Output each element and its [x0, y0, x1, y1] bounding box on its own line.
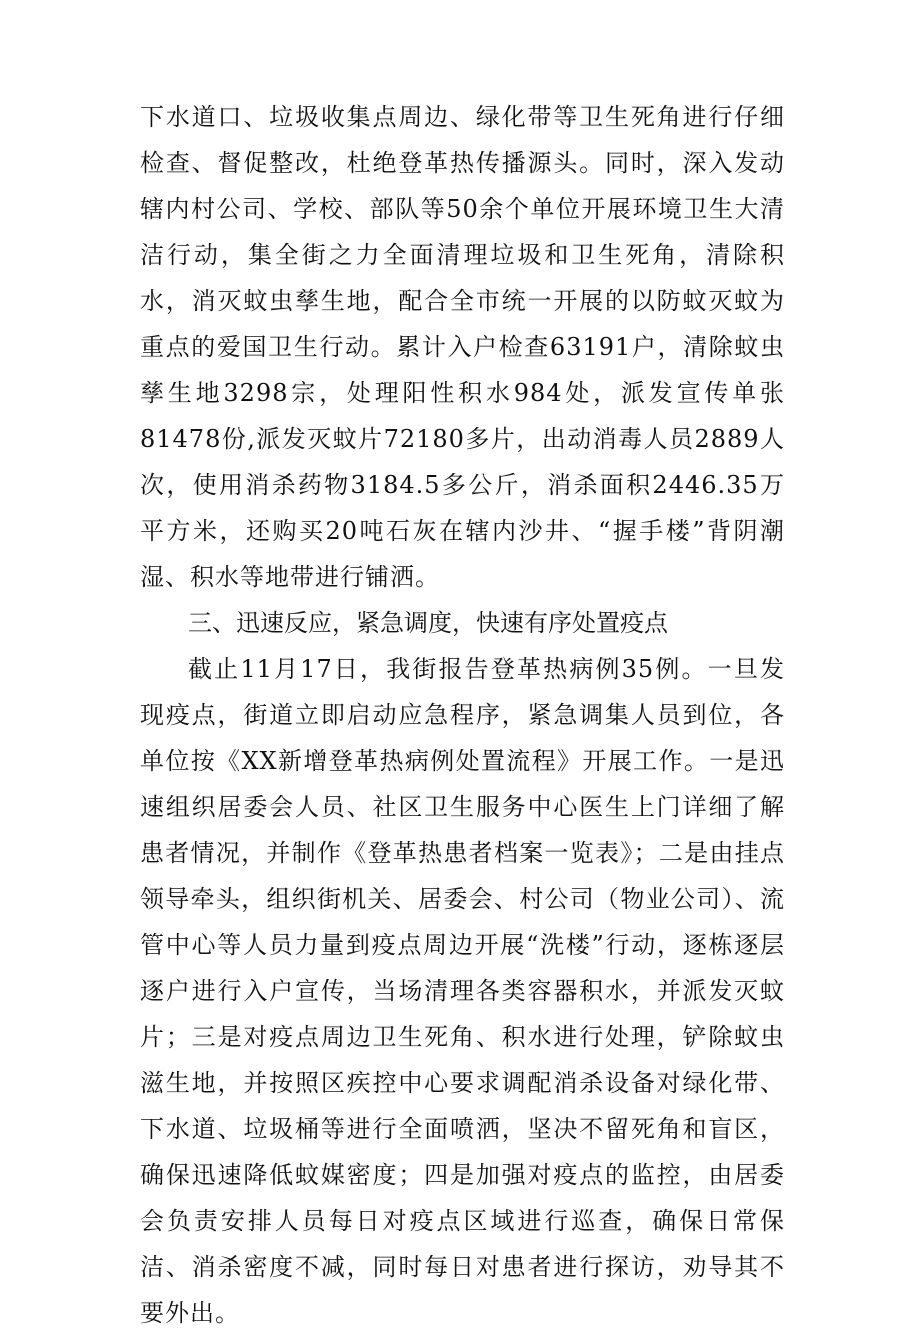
section-heading: 三、迅速反应，紧急调度，快速有序处置疫点 — [188, 609, 668, 637]
body-paragraph-1: 下水道口、垃圾收集点周边、绿化带等卫生死角进行仔细检查、督促整改，杜绝登革热传播源头。同时，深入发动辖内村公司、学校、部队等50余个单位开展环境卫生大清洁行动，集全街之力全面清理垃圾和卫生死角，清除积水，消灭蚊虫孳生地，配合全市统一开展的以防蚊灭蚊为重点的爱国卫生行动。累计入户检查63191户，清除蚊虫孳生地3298宗，处理阳性积水984处，派发宣传单张81478份,派发灭蚊片72180多片，出动消毒人员2889人次，使用消杀药物3184.5多公斤，消杀面积2446.35万平方米，还购买20吨石灰在辖内沙井、“握手楼”背阴潮湿、积水等地带进行铺洒。 — [140, 103, 785, 591]
document-body — [140, 94, 785, 1336]
body-paragraph-2: 截止11月17日，我街报告登革热病例35例。一旦发现疫点，街道立即启动应急程序，紧急调集人员到位，各单位按《XX新增登革热病例处置流程》开展工作。一是迅速组织居委会人员、社区卫生服务中心医生上门详细了解患者情况，并制作《登革热患者档案一览表》；二是由挂点领导牵头，组织街机关、居委会、村公司（物业公司）、流管中心等人员力量到疫点周边开展“洗楼”行动，逐栋逐层逐户进行入户宣传，当场清理各类容器积水，并派发灭蚊片；三是对疫点周边卫生死角、积水进行处理，铲除蚊虫滋生地，并按照区疾控中心要求调配消杀设备对绿化带、下水道、垃圾桶等进行全面喷洒，坚决不留死角和盲区，确保迅速降低蚊媒密度；四是加强对疫点的监控，由居委会负责安排人员每日对疫点区域进行巡查，确保日常保洁、消杀密度不减，同时每日对患者进行探访，劝导其不要外出。 — [140, 655, 785, 1327]
